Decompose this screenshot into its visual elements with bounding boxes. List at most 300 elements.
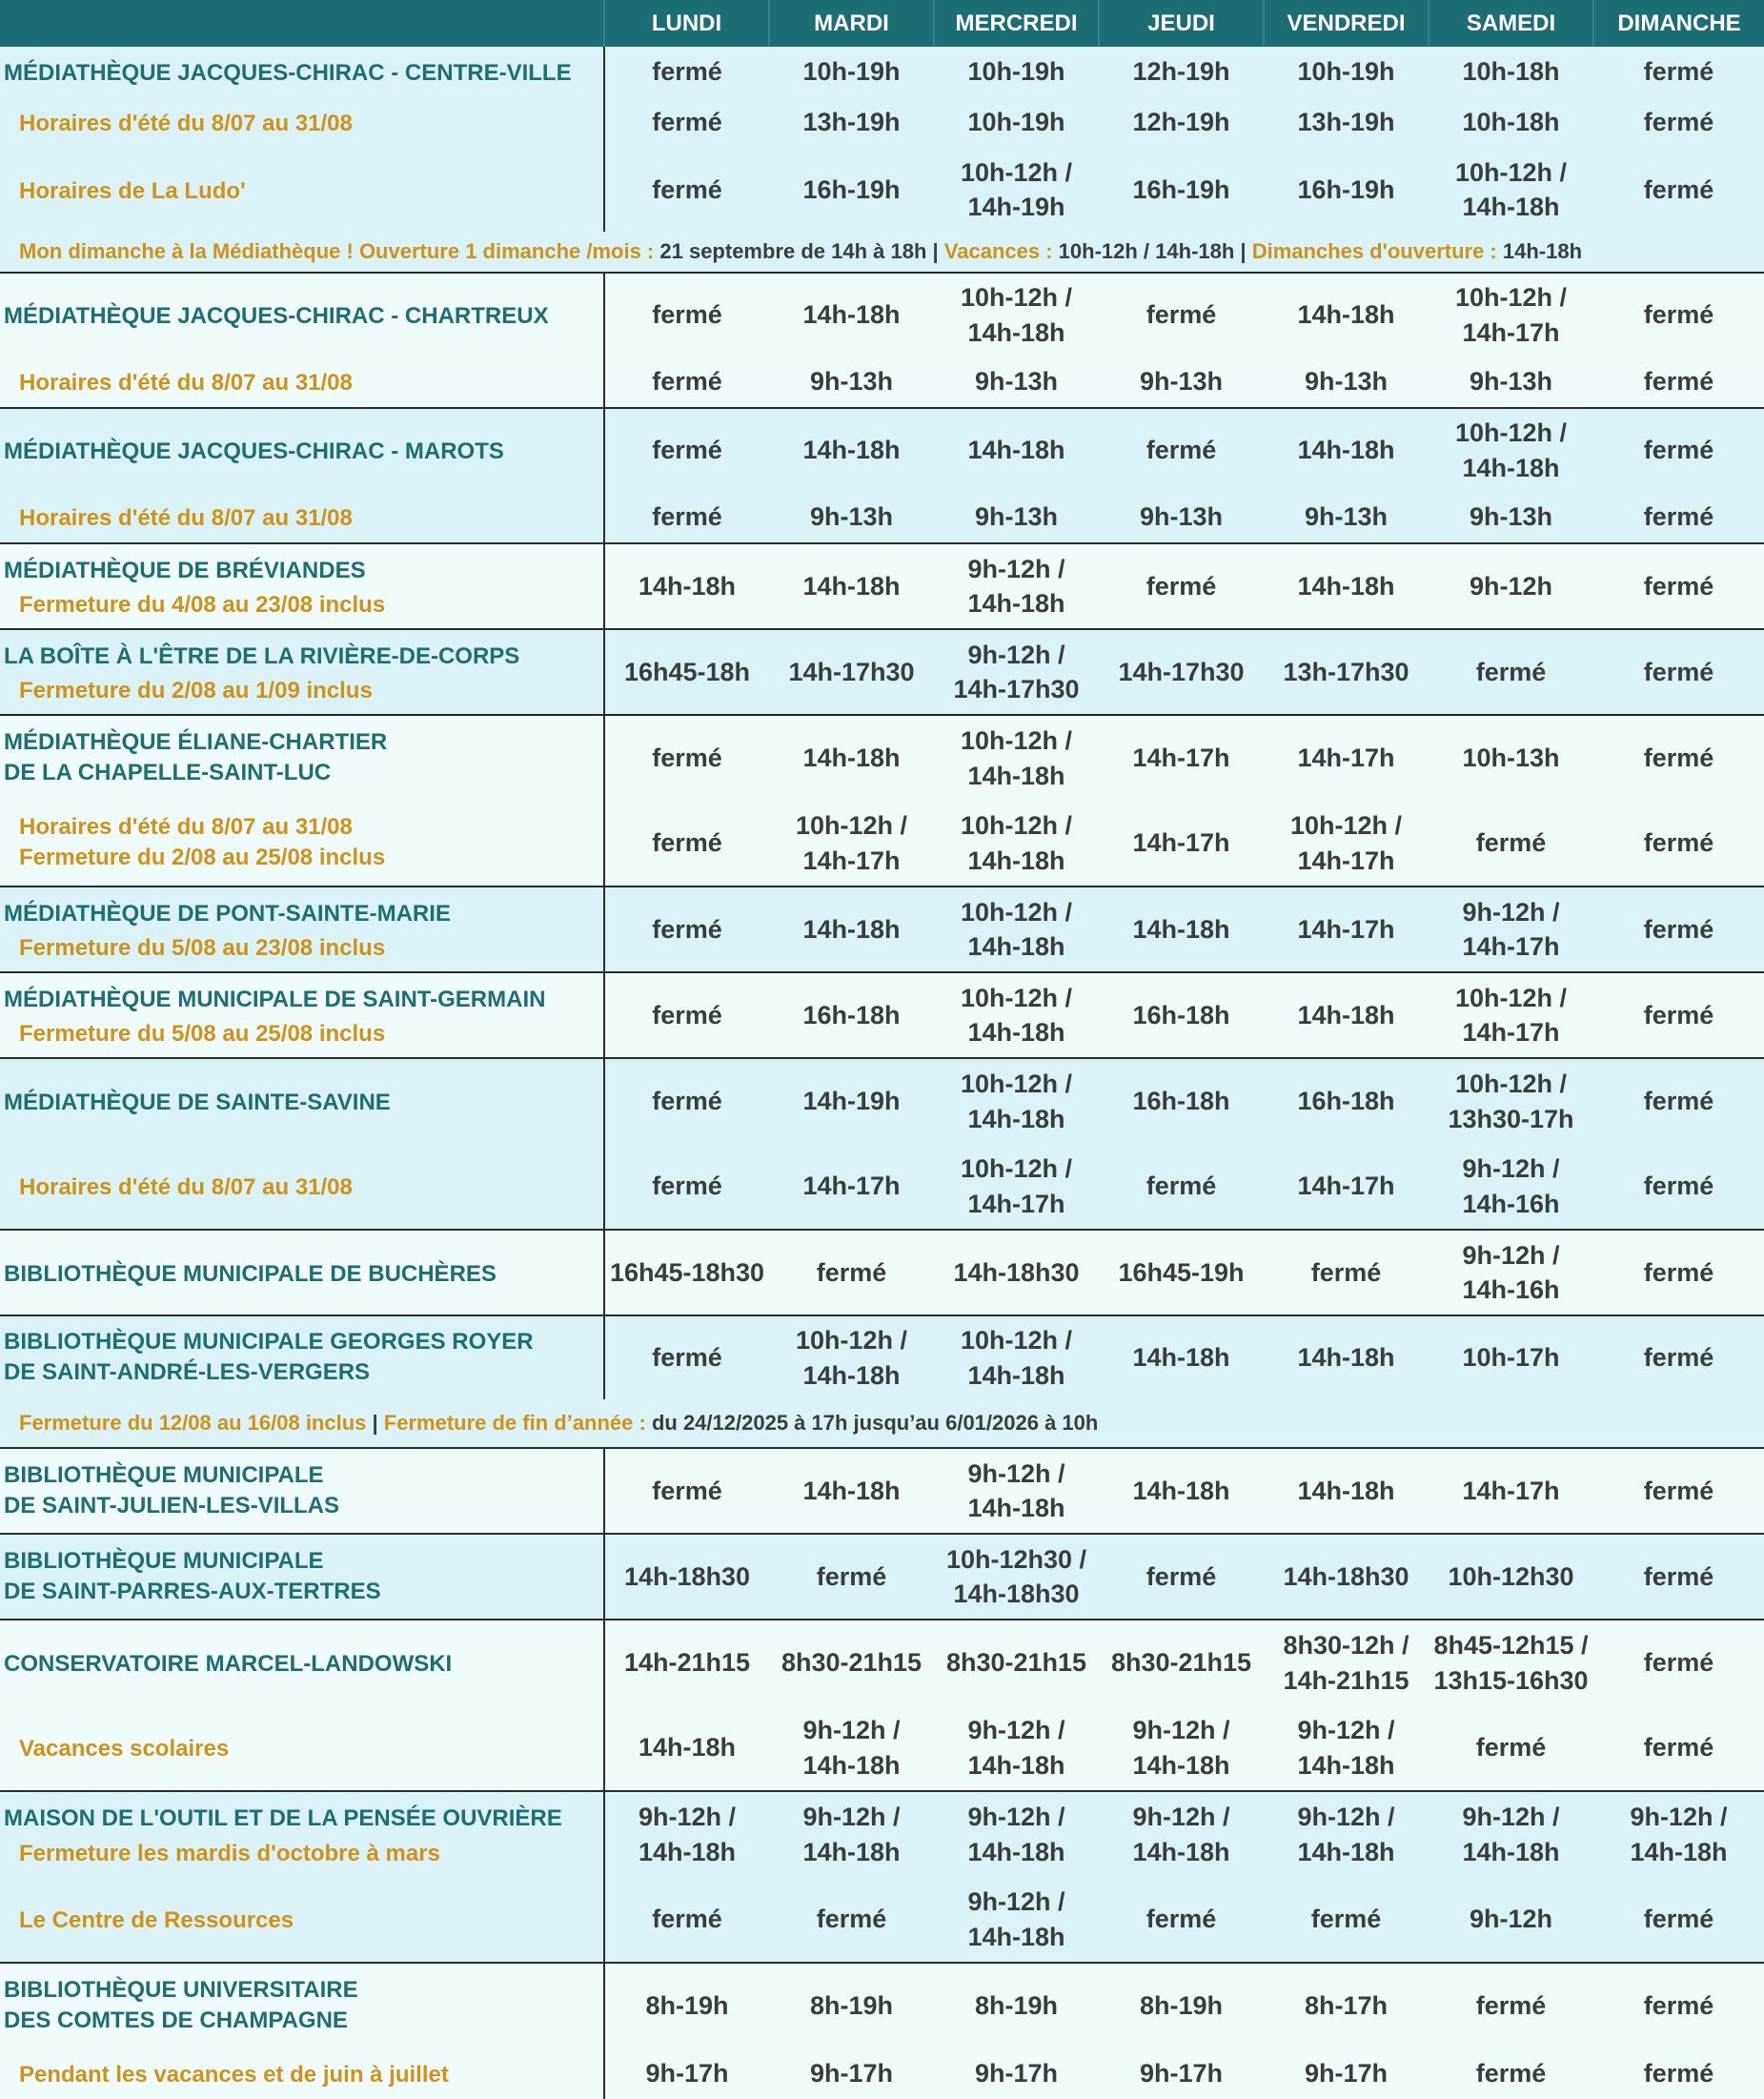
hours-text: 14h-18h [1297,300,1395,330]
hours-text: 10h-17h [1462,1343,1560,1373]
hours-text: 14h-18h [802,300,901,330]
hours-text: 14h-18h30 [1283,1561,1409,1591]
library-label-cell [0,1230,604,1315]
hours-cell [604,1877,769,1963]
library-label-cell [0,886,604,972]
library-label-cell [0,715,604,801]
hours-cell [604,1230,769,1315]
hours-cell [1099,148,1264,232]
hours-cell [769,801,934,886]
table-row [0,148,1764,232]
hours-text: 8h-19h [974,1991,1059,2021]
hours-text: 9h-12h / 14h-18h [967,1887,1065,1951]
hours-text: 14h-17h [1132,744,1230,773]
hours-cell [769,972,934,1058]
hours-cell [1593,1058,1764,1144]
hours-cell [934,47,1099,97]
table-row [0,1620,1764,1705]
hours-cell [1429,148,1593,232]
note-text: 21 septembre de 14h à 18h | [659,238,944,263]
hours-text: fermé [1643,571,1714,601]
hours-text: fermé [652,1000,722,1029]
library-label-cell [0,357,604,408]
hours-text: fermé [1643,436,1714,465]
hours-text: fermé [1643,502,1714,532]
schedule-subtitle: Fermeture du 2/08 au 1/09 inclus [19,678,373,703]
hours-text: 14h-18h [802,436,901,465]
hours-text: fermé [652,1172,722,1201]
hours-text: 9h-12h / 14h-18h [967,1803,1065,1866]
hours-cell [934,1058,1099,1144]
hours-text: 10h-12h / 14h-18h [960,1326,1073,1390]
hours-text: 14h-18h [1132,1476,1230,1505]
library-label-cell [0,801,604,886]
hours-cell [1593,1230,1764,1315]
hours-cell [934,1963,1099,2048]
hours-cell [604,1963,769,2048]
hours-text: 9h-12h / 14h-17h30 [953,640,1080,703]
library-group [0,715,1764,886]
hours-text: 14h-18h30 [953,1257,1080,1287]
library-name: MAISON DE L'OUTIL ET DE LA PENSÉE OUVRIÈRE [4,1805,562,1832]
hours-text: fermé [1475,1733,1547,1763]
hours-cell [1593,801,1764,886]
hours-text: fermé [1310,1905,1382,1934]
hours-cell [1429,543,1593,629]
hours-text: 14h-17h [802,1172,901,1201]
hours-cell [769,97,934,148]
hours-cell [769,148,934,232]
hours-text: fermé [652,1905,722,1934]
hours-cell [1264,715,1429,801]
hours-text: fermé [1643,914,1714,944]
hours-cell [769,886,934,972]
hours-cell [1593,543,1764,629]
hours-cell [604,47,769,97]
hours-text: 14h-18h [638,571,737,601]
hours-cell [1099,408,1264,492]
hours-text: fermé [1643,1648,1714,1678]
note-text: Dimanches d'ouverture : [1251,238,1503,263]
hours-text: fermé [1146,1172,1217,1201]
hours-text: fermé [1643,1172,1714,1201]
hours-text: 10h-12h / 14h-18h [960,283,1073,347]
hours-cell [934,1620,1099,1705]
schedule-subtitle: Horaires d'été du 8/07 au 31/08 [19,370,353,397]
library-name: MÉDIATHÈQUE DE BRÉVIANDES [4,557,366,583]
note-cell [0,232,1764,273]
schedule-subtitle: Horaires d'été du 8/07 au 31/08 [19,505,353,532]
schedule-subtitle: Vacances scolaires [19,1736,230,1763]
hours-cell [1593,1534,1764,1620]
hours-cell [934,1448,1099,1534]
hours-cell [1593,357,1764,408]
hours-text: 9h-17h [1304,2059,1389,2089]
day-header: MERCREDI [934,0,1099,47]
hours-text: 10h-19h [967,108,1065,137]
hours-cell [1429,273,1593,357]
hours-cell [1264,1448,1429,1534]
library-group [0,408,1764,543]
hours-text: 9h-17h [809,2059,894,2089]
hours-cell [1429,629,1593,715]
hours-text: fermé [816,1561,887,1591]
hours-cell [604,1144,769,1230]
hours-text: fermé [1643,1476,1714,1505]
hours-cell [1099,1144,1264,1230]
table-row [0,1877,1764,1963]
schedule-subtitle: Horaires d'été du 8/07 au 31/08 Fermeture du 2/08 au 25/08 inclus [19,814,386,871]
hours-text: fermé [1643,744,1714,773]
hours-text: fermé [1475,1991,1547,2021]
library-label-cell [0,1448,604,1534]
hours-cell [1593,715,1764,801]
library-label-cell [0,972,604,1058]
hours-text: 12h-19h [1132,108,1230,137]
library-name: BIBLIOTHÈQUE MUNICIPALE DE SAINT-PARRES-AUX-TERTRES [4,1547,381,1604]
hours-cell [1429,972,1593,1058]
hours-text: fermé [652,367,722,397]
table-row [0,629,1764,715]
hours-cell [934,357,1099,408]
hours-text: 14h-19h [802,1087,901,1116]
hours-cell [1429,1620,1593,1705]
day-header: SAMEDI [1429,0,1593,47]
hours-text: 12h-19h [1132,57,1230,87]
library-label-cell [0,629,604,715]
hours-text: 10h-12h / 14h-18h [960,897,1073,961]
hours-text: 10h-12h30 / 14h-18h30 [945,1544,1087,1608]
hours-cell [1593,1877,1764,1963]
hours-text: 10h-12h / 14h-18h [1454,157,1568,221]
hours-text: 14h-18h [1297,1343,1395,1373]
hours-cell [1099,97,1264,148]
hours-cell [769,1058,934,1144]
hours-text: fermé [1643,1733,1714,1763]
hours-text: fermé [1146,1561,1217,1591]
hours-cell [1264,1620,1429,1705]
library-name: MÉDIATHÈQUE DE PONT-SAINTE-MARIE [4,900,451,927]
hours-text: 9h-13h [1139,367,1224,397]
hours-cell [934,148,1099,232]
hours-cell [604,97,769,148]
hours-text: 14h-18h [802,571,901,601]
day-header: DIMANCHE [1593,0,1764,47]
hours-text: 10h-19h [967,57,1065,87]
hours-cell [769,1144,934,1230]
hours-text: 9h-13h [1304,367,1389,397]
note-text: Mon dimanche à la Médiathèque ! Ouverture 1 dimanche /mois : [19,238,660,263]
hours-cell [604,1058,769,1144]
hours-text: 14h-18h [1297,1476,1395,1505]
hours-cell [1099,1230,1264,1315]
hours-cell [1099,972,1264,1058]
hours-text: fermé [652,300,722,330]
table-row [0,886,1764,972]
hours-cell [1593,273,1764,357]
hours-text: 14h-18h [638,1733,737,1763]
hours-cell [1593,629,1764,715]
hours-text: 8h30-21h15 [1110,1648,1252,1678]
hours-cell [1264,2048,1429,2099]
hours-text: 8h-19h [645,1991,729,2021]
hours-cell [604,492,769,543]
hours-cell [934,1534,1099,1620]
library-label-cell [0,1705,604,1791]
hours-text: 9h-12h / 14h-18h [1297,1716,1395,1780]
library-group [0,629,1764,715]
hours-cell [604,408,769,492]
hours-cell [1099,715,1264,801]
hours-text: fermé [1643,1000,1714,1029]
day-header: JEUDI [1099,0,1264,47]
hours-text: 10h-12h / 14h-18h [960,726,1073,790]
hours-text: 9h-17h [1139,2059,1224,2089]
hours-cell [1593,1144,1764,1230]
hours-cell [934,408,1099,492]
note-text: | [366,1410,384,1435]
table-row [0,1058,1764,1144]
library-label-cell [0,408,604,492]
hours-text: 14h-18h [802,744,901,773]
hours-cell [1099,1791,1264,1877]
hours-cell [769,1620,934,1705]
hours-text: fermé [652,108,722,137]
library-label-cell [0,543,604,629]
hours-cell [769,492,934,543]
hours-text: 9h-13h [809,367,894,397]
note-row [0,1399,1764,1448]
library-name: BIBLIOTHÈQUE MUNICIPALE DE BUCHÈRES [4,1260,497,1287]
table-row [0,1315,1764,1399]
hours-text: 16h-19h [1297,174,1395,204]
hours-text: fermé [652,174,722,204]
day-header: MARDI [769,0,934,47]
hours-text: 14h-18h30 [623,1561,751,1591]
hours-text: 14h-17h [1462,1476,1560,1505]
hours-cell [1264,97,1429,148]
note-text: 10h-12h / 14h-18h | [1058,238,1252,263]
hours-cell [1099,1058,1264,1144]
note-text: Fermeture du 12/08 au 16/08 inclus [19,1410,367,1435]
library-group [0,1620,1764,1791]
hours-text: 16h-19h [1132,174,1230,204]
hours-text: 13h-17h30 [1283,657,1409,686]
hours-text: 14h-17h30 [788,657,915,686]
library-label-cell [0,273,604,357]
library-group [0,972,1764,1058]
library-name: MÉDIATHÈQUE DE SAINTE-SAVINE [4,1090,391,1116]
hours-text: fermé [816,1905,887,1934]
hours-text: 16h45-18h30 [609,1257,765,1287]
hours-cell [769,1448,934,1534]
hours-text: fermé [1643,108,1714,137]
library-label-cell [0,1315,604,1399]
hours-cell [934,492,1099,543]
hours-text: 8h30-12h / 14h-21h15 [1283,1631,1409,1695]
hours-cell [1099,492,1264,543]
library-label-cell [0,47,604,97]
hours-text: 14h-18h [802,914,901,944]
table-row [0,1144,1764,1230]
hours-cell [1264,357,1429,408]
hours-text: 14h-18h [1132,1343,1230,1373]
hours-cell [1429,715,1593,801]
hours-cell [1593,2048,1764,2099]
hours-text: 14h-17h [1297,1172,1395,1201]
hours-text: fermé [1643,1991,1714,2021]
hours-text: 14h-18h [1297,571,1395,601]
hours-text: fermé [1643,174,1714,204]
hours-cell [769,2048,934,2099]
hours-cell [934,543,1099,629]
hours-text: 9h-12h / 14h-18h [1462,1803,1560,1866]
hours-cell [934,972,1099,1058]
hours-text: 9h-12h / 14h-17h [1462,897,1560,961]
table-row [0,1791,1764,1877]
hours-cell [934,886,1099,972]
hours-text: 9h-13h [1469,502,1553,532]
hours-text: 9h-12h / 14h-18h [1297,1803,1395,1866]
hours-text: 10h-12h / 14h-17h [795,811,908,875]
table-row [0,1448,1764,1534]
hours-text: fermé [1146,571,1217,601]
table-row [0,1963,1764,2048]
hours-text: 9h-17h [974,2059,1059,2089]
hours-text: fermé [816,1257,887,1287]
hours-cell [934,1315,1099,1399]
hours-cell [769,273,934,357]
hours-cell [604,1534,769,1620]
hours-cell [1099,47,1264,97]
library-group [0,1963,1764,2099]
table-row [0,1230,1764,1315]
hours-text: 9h-12h / 14h-18h [967,1716,1065,1780]
day-header: VENDREDI [1264,0,1429,47]
hours-text: 14h-18h [967,436,1065,465]
hours-text: 9h-12h / 14h-18h [967,1458,1065,1522]
schedule-subtitle: Fermeture du 5/08 au 25/08 inclus [19,1021,386,1047]
hours-cell [1264,972,1429,1058]
hours-cell [1593,1791,1764,1877]
hours-cell [1593,492,1764,543]
hours-text: 8h45-12h15 / 13h15-16h30 [1433,1631,1589,1695]
hours-text: 10h-12h / 14h-17h [1289,811,1403,875]
hours-text: 9h-13h [1469,367,1553,397]
hours-cell [1264,629,1429,715]
hours-cell [1593,148,1764,232]
library-label-cell [0,97,604,148]
hours-cell [769,1534,934,1620]
hours-text: fermé [652,744,722,773]
hours-cell [1593,886,1764,972]
schedule-subtitle: Fermeture les mardis d'octobre à mars [19,1840,440,1866]
hours-text: fermé [1475,2059,1547,2089]
library-label-cell [0,2048,604,2099]
hours-text: 9h-12h / 14h-18h [1132,1803,1230,1866]
hours-text: 14h-17h [1297,744,1395,773]
hours-text: fermé [1643,1087,1714,1116]
hours-text: fermé [652,914,722,944]
hours-cell [604,1315,769,1399]
hours-cell [1264,408,1429,492]
hours-cell [1099,357,1264,408]
hours-cell [1264,1963,1429,2048]
library-group [0,1791,1764,1963]
hours-text: 9h-12h / 14h-18h [802,1716,901,1780]
hours-text: fermé [1643,1561,1714,1591]
hours-text: fermé [1146,300,1217,330]
hours-text: 9h-12h / 14h-18h [1132,1716,1230,1780]
hours-cell [1593,972,1764,1058]
hours-cell [1593,1620,1764,1705]
library-name: MÉDIATHÈQUE JACQUES-CHIRAC - CHARTREUX [4,303,549,330]
schedule-subtitle: Fermeture du 5/08 au 23/08 inclus [19,935,386,961]
hours-cell [1264,1144,1429,1230]
hours-cell [1099,1705,1264,1791]
library-name: BIBLIOTHÈQUE MUNICIPALE GEORGES ROYER DE SAINT-ANDRÉ-LES-VERGERS [4,1329,534,1386]
hours-cell [934,715,1099,801]
hours-cell [1429,1230,1593,1315]
hours-cell [1429,408,1593,492]
hours-text: fermé [652,1087,722,1116]
hours-cell [1099,1315,1264,1399]
hours-text: 10h-19h [802,57,901,87]
hours-text: 10h-12h / 14h-18h [960,811,1073,875]
table-header [0,0,1764,47]
hours-text: 9h-12h / 14h-18h [1630,1803,1728,1866]
hours-cell [1429,1791,1593,1877]
hours-cell [934,1705,1099,1791]
note-row [0,232,1764,273]
hours-cell [1429,1877,1593,1963]
hours-text: 9h-13h [809,502,894,532]
hours-text: 14h-17h [1132,828,1230,858]
hours-cell [1099,1963,1264,2048]
hours-text: fermé [652,502,722,532]
hours-text: fermé [1310,1257,1382,1287]
hours-cell [934,273,1099,357]
table-row [0,1534,1764,1620]
library-label-cell [0,1534,604,1620]
hours-cell [604,543,769,629]
hours-cell [1099,273,1264,357]
hours-text: 9h-12h / 14h-16h [1462,1154,1560,1218]
hours-text: 13h-19h [802,108,901,137]
hours-cell [769,715,934,801]
table-row [0,972,1764,1058]
hours-text: fermé [1643,2059,1714,2089]
hours-cell [1429,492,1593,543]
hours-cell [769,543,934,629]
hours-text: 10h-18h [1462,57,1560,87]
hours-cell [1264,1230,1429,1315]
library-label-cell [0,1058,604,1144]
hours-cell [1264,1058,1429,1144]
hours-cell [604,273,769,357]
hours-text: fermé [652,1343,722,1373]
hours-text: 10h-12h / 14h-18h [795,1326,908,1390]
hours-text: 10h-18h [1462,108,1560,137]
schedule-subtitle: Le Centre de Ressources [19,1907,294,1934]
library-name: MÉDIATHÈQUE JACQUES-CHIRAC - MAROTS [4,438,504,465]
hours-text: fermé [1643,367,1714,397]
hours-cell [1429,47,1593,97]
hours-text: 8h-17h [1304,1991,1389,2021]
hours-text: 9h-13h [974,502,1059,532]
hours-cell [1429,1963,1593,2048]
hours-text: 8h-19h [1139,1991,1224,2021]
